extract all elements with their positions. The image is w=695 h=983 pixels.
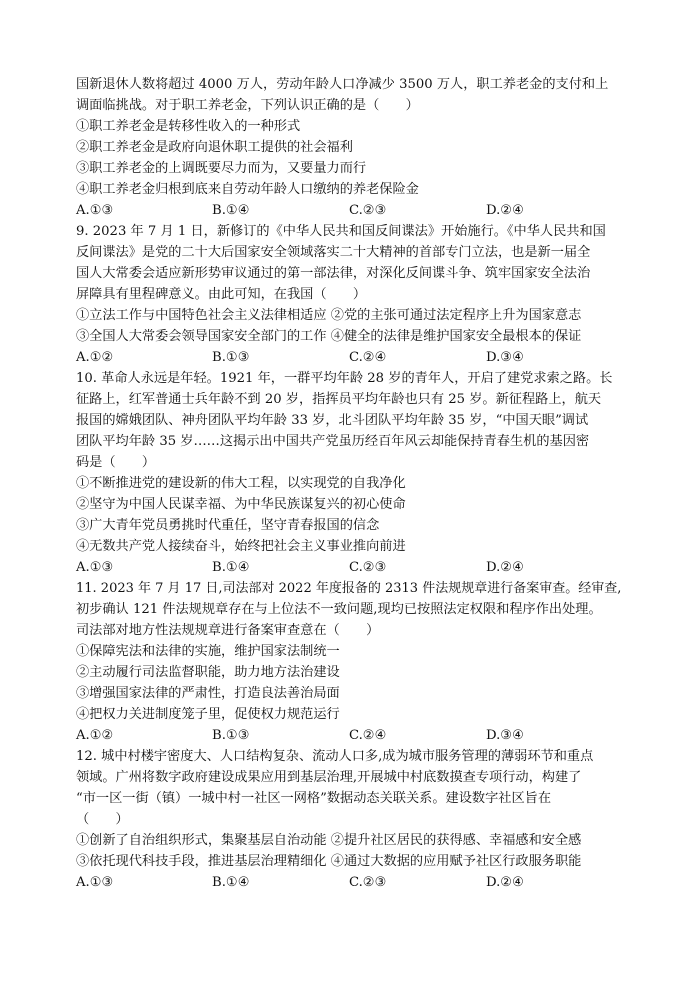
- q9-option-a[interactable]: A.①②: [76, 350, 114, 365]
- q11-stem-line-3: 司法部对地方性法规规章进行备案审查意在（ ）: [76, 623, 380, 638]
- q11-option-d[interactable]: D.③④: [486, 728, 524, 743]
- q10-option-d[interactable]: D.②④: [486, 560, 524, 575]
- q10-item-1: ①不断推进党的建设新的伟大工程，以实现党的自我净化: [76, 476, 406, 491]
- q10-option-c[interactable]: C.②③: [349, 560, 387, 575]
- q10-option-a[interactable]: A.①③: [76, 560, 114, 575]
- q9-items-row-1: ①立法工作与中国特色社会主义法律相适应 ②党的主张可通过法定程序上升为国家意志: [76, 308, 582, 323]
- q8-option-d[interactable]: D.②④: [486, 203, 524, 218]
- q11-item-2: ②主动履行司法监督职能，助力地方法治建设: [76, 665, 340, 680]
- q12-option-c[interactable]: C.②③: [349, 875, 387, 890]
- q8-item-2: ②职工养老金是政府向退休职工提供的社会福利: [76, 140, 353, 155]
- q11-item-1: ①保障宪法和法律的实施，维护国家法制统一: [76, 644, 340, 659]
- q12-stem-line-4: （ ）: [76, 812, 129, 827]
- q8-item-3: ③职工养老金的上调既要尽力而为，又要量力而行: [76, 161, 367, 176]
- q11-option-a[interactable]: A.①②: [76, 728, 114, 743]
- q11-stem-line-1: 11. 2023 年 7 月 17 日,司法部对 2022 年度报备的 2313 件法规规章进行备案审查。经审查,: [76, 581, 621, 596]
- q9-option-b[interactable]: B.①③: [212, 350, 250, 365]
- q12-items-row-1: ①创新了自治组织形式，集聚基层自治动能 ②提升社区居民的获得感、幸福感和安全感: [76, 833, 582, 848]
- q9-option-c[interactable]: C.②④: [349, 350, 387, 365]
- q11-item-3: ③增强国家法律的严肃性，打造良法善治局面: [76, 686, 340, 701]
- q8-option-b[interactable]: B.①④: [212, 203, 250, 218]
- q10-item-3: ③广大青年党员勇挑时代重任，坚守青春报国的信念: [76, 518, 380, 533]
- q8-options: [76, 200, 636, 221]
- q8-option-a[interactable]: A.①③: [76, 203, 114, 218]
- q12-option-a[interactable]: A.①③: [76, 875, 114, 890]
- q12-option-b[interactable]: B.①④: [212, 875, 250, 890]
- q8-option-c[interactable]: C.②③: [349, 203, 387, 218]
- q10-item-2: ②坚守为中国人民谋幸福、为中华民族谋复兴的初心使命: [76, 497, 406, 512]
- q11-options: [76, 725, 636, 746]
- q9-stem-line-2: 反间谍法》是党的二十大后国家安全领域落实二十大精神的首部专门立法，也是新一届全: [76, 245, 591, 260]
- q8-stem-line-2: 调面临挑战。对于职工养老金，下列认识正确的是（ ）: [76, 98, 419, 113]
- q10-item-4: ④无数共产党人接续奋斗，始终把社会主义事业推向前进: [76, 539, 406, 554]
- q12-stem-line-3: “市一区一街（镇）一城中村一社区一网格”数据动态关联关系。建设数字社区旨在: [76, 791, 552, 806]
- q10-stem-line-5: 码是（ ）: [76, 455, 156, 470]
- q9-stem-line-1: 9. 2023 年 7 月 1 日，新修订的《中华人民共和国反间谍法》开始施行。《中华人民共和国: [76, 224, 606, 239]
- q10-stem-line-3: 报国的嫦娥团队、神舟团队平均年龄 33 岁，北斗团队平均年龄 35 岁，“中国天眼”调试: [76, 413, 589, 428]
- q12-options: [76, 872, 636, 893]
- q10-options: [76, 557, 636, 578]
- q11-option-c[interactable]: C.②④: [349, 728, 387, 743]
- q9-options: [76, 347, 636, 368]
- q10-stem-line-4: 团队平均年龄 35 岁……这揭示出中国共产党虽历经百年风云却能保持青春生机的基因密: [76, 434, 590, 449]
- q10-stem-line-1: 10. 革命人永远是年轻。1921 年，一群平均年龄 28 岁的青年人，开启了建党求索之路。长: [76, 371, 613, 386]
- q11-stem-line-2: 初步确认 121 件法规规章存在与上位法不一致问题,现均已按照法定权限和程序作出处理。: [76, 602, 602, 617]
- q12-stem-line-1: 12. 城中村楼宇密度大、人口结构复杂、流动人口多,成为城市服务管理的薄弱环节和重点: [76, 749, 594, 764]
- q9-items-row-2: ③全国人大常委会领导国家安全部门的工作 ④健全的法律是维护国家安全最根本的保证: [76, 329, 582, 344]
- q9-option-d[interactable]: D.③④: [486, 350, 524, 365]
- q9-stem-line-3: 国人大常委会适应新形势审议通过的第一部法律，对深化反间谍斗争、筑牢国家安全法治: [76, 266, 591, 281]
- q11-option-b[interactable]: B.①③: [212, 728, 250, 743]
- q10-option-b[interactable]: B.①④: [212, 560, 250, 575]
- q8-stem-line-1: 国新退休人数将超过 4000 万人，劳动年龄人口净减少 3500 万人，职工养老金的支付和上: [76, 77, 609, 92]
- q12-stem-line-2: 领域。广州将数字政府建设成果应用到基层治理,开展城中村底数摸查专项行动，构建了: [76, 770, 582, 785]
- q8-item-4: ④职工养老金归根到底来自劳动年龄人口缴纳的养老保险金: [76, 182, 419, 197]
- q10-stem-line-2: 征路上，红军普通士兵年龄不到 20 岁，指挥员平均年龄也只有 25 岁。新征程路上，航天: [76, 392, 602, 407]
- q9-stem-line-4: 屏障具有里程碑意义。由此可知，在我国（ ）: [76, 287, 367, 302]
- q12-items-row-2: ③依托现代科技手段，推进基层治理精细化 ④通过大数据的应用赋予社区行政服务职能: [76, 854, 582, 869]
- q12-option-d[interactable]: D.②④: [486, 875, 524, 890]
- q8-item-1: ①职工养老金是转移性收入的一种形式: [76, 119, 301, 134]
- q11-item-4: ④把权力关进制度笼子里，促使权力规范运行: [76, 707, 340, 722]
